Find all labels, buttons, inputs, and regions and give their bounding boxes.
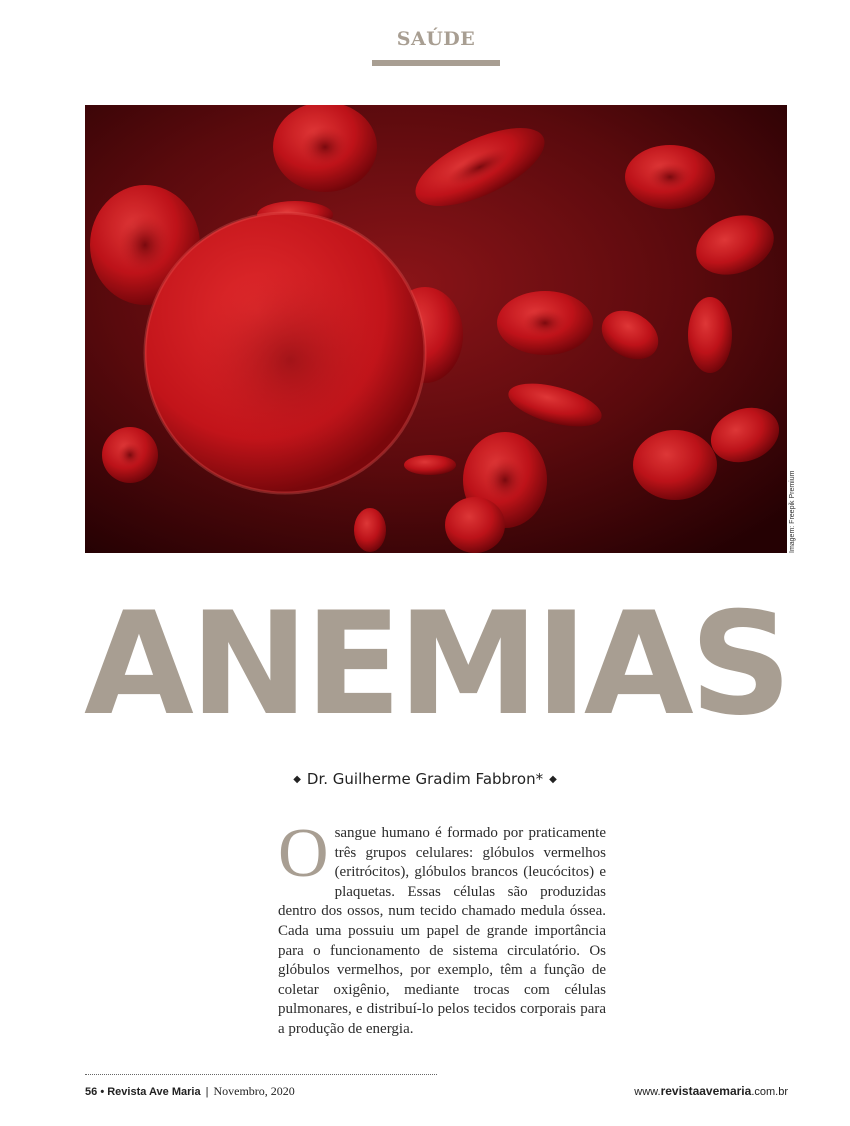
section-underline [372, 60, 500, 66]
publication-name: Revista Ave Maria [107, 1086, 201, 1098]
diamond-icon: ◆ [293, 774, 301, 785]
byline [250, 770, 600, 788]
section-label: SAÚDE [396, 28, 476, 50]
footer-folio [85, 1084, 295, 1099]
issue-date: Novembro, 2020 [213, 1084, 295, 1098]
foreground-cell [145, 213, 425, 493]
page-number: 56 [85, 1086, 98, 1098]
url-domain: revistaavemaria [660, 1084, 752, 1098]
drop-cap: O [278, 815, 329, 892]
url-prefix: www. [634, 1086, 661, 1098]
author-name: Dr. Guilherme Gradim Fabbron* [306, 770, 544, 788]
article-body-text: sangue humano é formado por praticamente três grupos celulares: glóbulos vermelhos (eritrócitos), glóbulos brancos (leucócitos) e plaquetas. Essas células são produzidas dentro dos ossos, num tecido chamado medula óssea. Cada uma possuiu um papel de grande importância para o funcionamento de sistema circulatório. Os glóbulos vermelhos, por exemplo, têm a função de coletar oxigênio, mediante trocas com células pulmonares, e distribuí-lo pelos tecidos corporais para a produção de energia. [278, 825, 606, 1037]
footer-bullet: • [100, 1086, 105, 1098]
url-suffix: .com.br [751, 1086, 788, 1098]
article-title: ANEMIAS [83, 582, 789, 747]
image-credit: Imagem: Freepik Premium [789, 470, 796, 553]
footer-divider [85, 1074, 437, 1075]
article-body [278, 815, 606, 1040]
footer-separator: | [205, 1086, 209, 1098]
hero-image-red-blood-cells [85, 105, 787, 553]
diamond-icon: ◆ [549, 774, 557, 785]
footer-url[interactable] [634, 1084, 788, 1098]
